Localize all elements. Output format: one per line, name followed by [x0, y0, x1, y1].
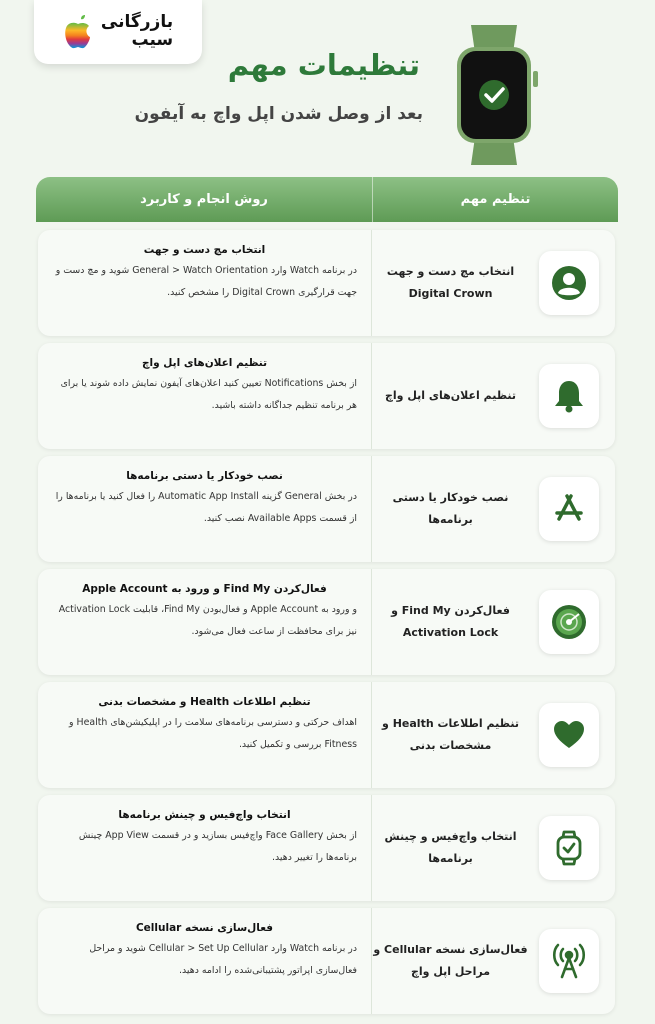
brand-name — [101, 14, 173, 50]
table-row — [38, 456, 615, 562]
setting-label: انتخاب واچ‌فیس و چینش برنامه‌ها — [384, 830, 517, 865]
table-row — [38, 908, 615, 1014]
setting-label: تنظیم اطلاعات Health و مشخصات بدنی — [382, 717, 519, 752]
setting-cell — [371, 230, 615, 336]
method-description: در بخش General گزینه Automatic App Install را فعال کنید یا برنامه‌ها را از قسمت Available Apps نصب کنید. — [55, 491, 357, 524]
bell-icon — [539, 364, 599, 428]
brand-line-1: بازرگانی — [100, 12, 174, 33]
setting-cell — [371, 343, 615, 449]
setting-label: فعال‌سازی نسخه Cellular و مراحل اپل واچ — [373, 943, 528, 978]
method-title: فعال‌کردن Find My و ورود به Apple Account — [82, 583, 327, 595]
method-cell — [38, 682, 371, 788]
method-description: در برنامه Watch وارد General > Watch Orientation شوید و مچ دست و جهت قرارگیری Digital Crown را مشخص کنید. — [55, 265, 357, 298]
method-description: در برنامه Watch وارد Cellular > Set Up Cellular شوید و مراحل فعال‌سازی اپراتور پشتیبانی‌شده را ادامه دهید. — [89, 943, 357, 976]
table-header — [36, 177, 618, 222]
method-title: تنظیم اعلان‌های اپل واچ — [141, 357, 268, 369]
column-header-setting: تنظیم مهم — [372, 177, 618, 222]
app-store-icon — [539, 477, 599, 541]
page-title: تنظیمات مهم — [227, 48, 420, 82]
apple-logo-icon — [63, 15, 93, 49]
method-description: از بخش Notifications تعیین کنید اعلان‌های آیفون نمایش داده شوند یا برای هر برنامه تنظیم جداگانه داشته باشید. — [60, 378, 357, 411]
method-description: و ورود به Apple Account و فعال‌بودن Find My، قابلیت Activation Lock نیز برای محافظت از ساعت فعال می‌شود. — [58, 604, 357, 637]
setting-label: فعال‌کردن Find My و Activation Lock — [391, 604, 510, 639]
page-subtitle: بعد از وصل شدن اپل واچ به آیفون — [134, 104, 423, 124]
method-title: انتخاب مچ دست و جهت — [143, 244, 266, 256]
heart-icon — [539, 703, 599, 767]
cellular-antenna-icon — [539, 929, 599, 993]
brand-logo — [34, 0, 202, 64]
setting-cell — [371, 795, 615, 901]
method-cell — [38, 569, 371, 675]
setting-cell — [371, 569, 615, 675]
table-row — [38, 795, 615, 901]
table-row — [38, 682, 615, 788]
method-cell — [38, 795, 371, 901]
method-cell — [38, 343, 371, 449]
setting-cell — [371, 908, 615, 1014]
method-description: اهداف حرکتی و دسترسی برنامه‌های سلامت را در اپلیکیشن‌های Health و Fitness بررسی و تکمیل کنید. — [69, 717, 357, 750]
table-row — [38, 230, 615, 336]
setting-cell — [371, 682, 615, 788]
method-description: از بخش Face Gallery واچ‌فیس بسازید و در قسمت App View چینش برنامه‌ها را تغییر دهید. — [78, 830, 357, 863]
method-cell — [38, 230, 371, 336]
setting-label: انتخاب مچ دست و جهت Digital Crown — [386, 265, 515, 300]
table-row — [38, 569, 615, 675]
method-title: انتخاب واچ‌فیس و چینش برنامه‌ها — [118, 809, 291, 821]
apple-watch-illustration — [449, 25, 539, 165]
setting-label: نصب خودکار یا دستی برنامه‌ها — [392, 491, 509, 526]
method-title: نصب خودکار یا دستی برنامه‌ها — [126, 470, 283, 482]
column-header-method: روش انجام و کاربرد — [140, 192, 268, 207]
find-my-radar-icon — [539, 590, 599, 654]
method-title: فعال‌سازی نسخه Cellular — [135, 922, 274, 934]
method-cell — [38, 456, 371, 562]
setting-label: تنظیم اعلان‌های اپل واچ — [384, 389, 517, 402]
setting-cell — [371, 456, 615, 562]
brand-line-2: سیب — [131, 30, 174, 50]
method-cell — [38, 908, 371, 1014]
method-title: تنظیم اطلاعات Health و مشخصات بدنی — [98, 696, 311, 708]
person-circle-icon — [539, 251, 599, 315]
watch-face-icon — [539, 816, 599, 880]
table-row — [38, 343, 615, 449]
